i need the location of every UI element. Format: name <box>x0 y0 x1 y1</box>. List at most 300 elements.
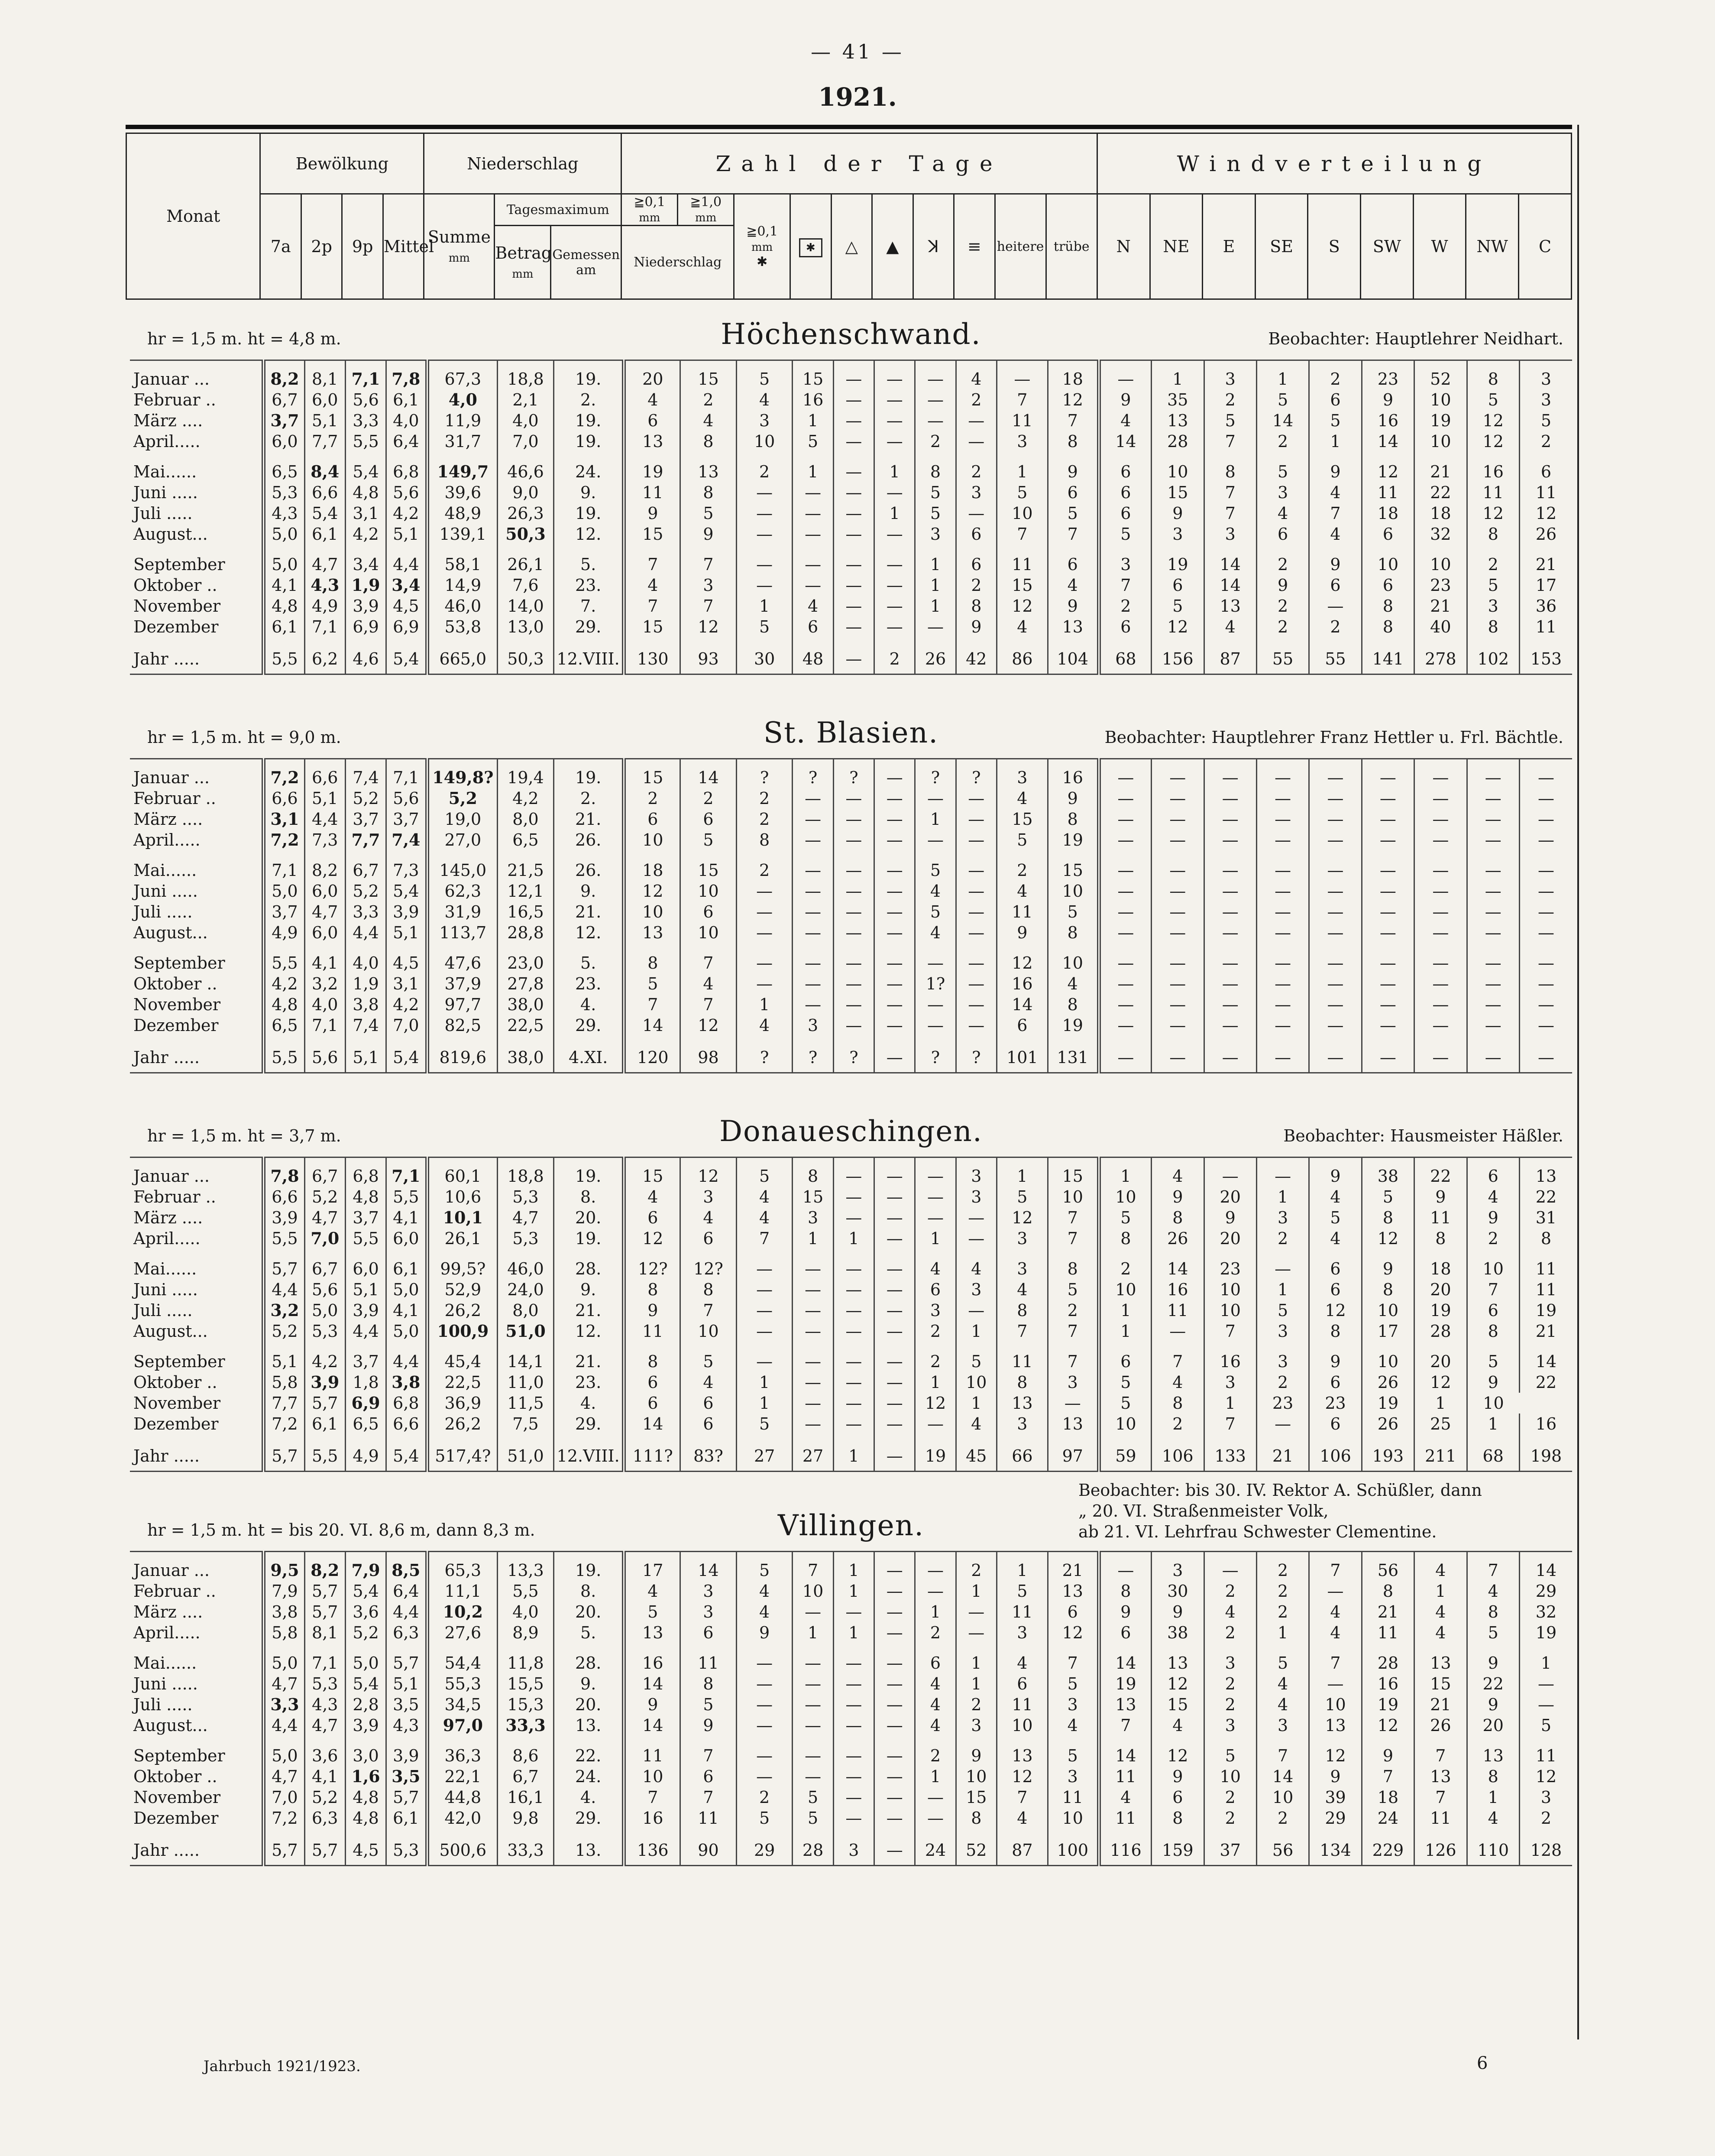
value-cell: 4,4 <box>345 922 386 943</box>
month-cell: August... <box>133 1322 208 1341</box>
value-cell: 4 <box>997 1808 1048 1829</box>
value-cell: 10 <box>680 1321 737 1342</box>
value-cell: 33,3 <box>498 1715 554 1736</box>
value-cell: 4,7 <box>304 901 345 922</box>
value-cell: 2 <box>956 1552 997 1581</box>
value-cell: 21,5 <box>498 850 554 881</box>
page-year: 1921. <box>818 82 897 112</box>
value-cell: ? <box>833 1036 874 1073</box>
value-cell: — <box>874 1393 915 1414</box>
ge01-unit: mm <box>639 211 660 224</box>
table-row <box>130 1808 1572 1829</box>
snow-ge01: ≧0,1 <box>746 224 778 239</box>
value-cell: 5 <box>997 482 1048 503</box>
value-cell: 4 <box>956 360 997 390</box>
value-cell: 56 <box>1256 1829 1309 1866</box>
value-cell: — <box>736 1300 793 1321</box>
value-cell: — <box>874 809 915 830</box>
value-cell: 5,0 <box>386 1279 427 1300</box>
value-cell: — <box>1309 901 1362 922</box>
value-cell: 6,6 <box>264 788 304 809</box>
value-cell: 9 <box>736 1622 793 1643</box>
value-cell: 14 <box>1519 1342 1572 1372</box>
value-cell: 4,0 <box>345 943 386 973</box>
value-cell: 4,7 <box>498 1207 554 1228</box>
value-cell: 11 <box>1414 1207 1467 1228</box>
value-cell: — <box>1256 788 1309 809</box>
value-cell: 38,0 <box>498 994 554 1015</box>
value-cell: 10 <box>1152 452 1204 482</box>
value-cell: — <box>1256 759 1309 788</box>
value-cell: 3,7 <box>386 809 427 830</box>
value-cell: 1 <box>736 994 793 1015</box>
value-cell: 52 <box>1414 360 1467 390</box>
value-cell: 8 <box>1152 1808 1204 1829</box>
value-cell: 11 <box>1099 1766 1151 1787</box>
value-cell: 8 <box>1467 524 1519 545</box>
value-cell: 10 <box>624 830 680 850</box>
value-cell: 6 <box>956 524 997 545</box>
value-cell: — <box>1414 901 1467 922</box>
value-cell: 5,6 <box>304 1279 345 1300</box>
value-cell: 4,8 <box>264 994 304 1015</box>
value-cell: 11 <box>1519 482 1572 503</box>
value-cell: 7,2 <box>264 1808 304 1829</box>
value-cell: 14 <box>997 994 1048 1015</box>
value-cell: — <box>915 1157 956 1187</box>
value-cell: 9 <box>624 503 680 524</box>
value-cell: 5,8 <box>264 1622 304 1643</box>
value-cell: ? <box>793 759 833 788</box>
value-cell: 26. <box>553 830 624 850</box>
month-cell: März .... <box>133 1208 203 1227</box>
value-cell: 517,4? <box>427 1434 498 1472</box>
value-cell: 6 <box>680 1393 737 1414</box>
value-cell: — <box>915 1787 956 1808</box>
value-cell: 4,7 <box>304 1715 345 1736</box>
month-cell: Dezember <box>133 1809 219 1828</box>
value-cell: 5,4 <box>386 637 427 674</box>
value-cell: 8,2 <box>304 1552 345 1581</box>
value-cell: 6 <box>1309 1279 1362 1300</box>
value-cell: 5. <box>553 1622 624 1643</box>
value-cell: — <box>833 1673 874 1694</box>
value-cell: 21. <box>553 809 624 830</box>
value-cell: 5,6 <box>386 788 427 809</box>
value-cell: 1 <box>915 596 956 616</box>
value-cell: 14,1 <box>498 1342 554 1372</box>
value-cell: 5,1 <box>304 410 345 431</box>
value-cell: 229 <box>1362 1829 1414 1866</box>
value-cell: — <box>874 1414 915 1434</box>
value-cell: 48 <box>793 637 833 674</box>
value-cell: 6 <box>680 1228 737 1249</box>
value-cell: 4,1 <box>264 575 304 596</box>
value-cell: 58,1 <box>427 545 498 575</box>
value-cell: 4,1 <box>386 1207 427 1228</box>
value-cell: 3,4 <box>345 545 386 575</box>
value-cell: 1 <box>956 1321 997 1342</box>
value-cell: 2 <box>1309 360 1362 390</box>
value-cell: 7 <box>1048 1207 1099 1228</box>
value-cell: 1 <box>997 452 1048 482</box>
value-cell: 26 <box>1152 1228 1204 1249</box>
value-cell: 1 <box>915 575 956 596</box>
wind-n: N <box>1097 194 1150 299</box>
value-cell: — <box>1099 922 1151 943</box>
value-cell: 16 <box>1048 759 1099 788</box>
value-cell: 11 <box>1414 1808 1467 1829</box>
value-cell: 2 <box>736 809 793 830</box>
value-cell: 5 <box>1048 1279 1099 1300</box>
value-cell: 5,7 <box>304 1602 345 1622</box>
value-cell: 10 <box>1204 1279 1256 1300</box>
table-row <box>130 1694 1572 1715</box>
value-cell: 5,4 <box>345 1581 386 1602</box>
value-cell: 3,7 <box>345 1342 386 1372</box>
value-cell: 19 <box>1519 1622 1572 1643</box>
value-cell: — <box>915 830 956 850</box>
value-cell: — <box>1099 1036 1151 1073</box>
month-cell: Juli ..... <box>133 1695 193 1714</box>
value-cell: 2 <box>1152 1414 1204 1434</box>
value-cell: 15 <box>624 616 680 637</box>
value-cell: — <box>1256 1015 1309 1036</box>
value-cell: 1,6 <box>345 1766 386 1787</box>
value-cell: 23 <box>1414 575 1467 596</box>
value-cell: 10,1 <box>427 1207 498 1228</box>
value-cell: 12. <box>553 524 624 545</box>
value-cell: — <box>956 973 997 994</box>
value-cell: — <box>874 788 915 809</box>
value-cell: 8 <box>680 431 737 452</box>
value-cell: 5,5 <box>264 1228 304 1249</box>
graupel-icon: △ <box>831 194 872 299</box>
value-cell: 28,8 <box>498 922 554 943</box>
value-cell: — <box>1204 788 1256 809</box>
value-cell: 8,5 <box>386 1552 427 1581</box>
value-cell: 4 <box>624 1187 680 1207</box>
value-cell: 12 <box>1362 452 1414 482</box>
value-cell: 6 <box>624 1372 680 1393</box>
value-cell: — <box>997 360 1048 390</box>
value-cell: 19 <box>1362 1694 1414 1715</box>
table-row <box>130 1552 1572 1581</box>
value-cell: 2 <box>1256 1808 1309 1829</box>
value-cell: 33,3 <box>498 1829 554 1866</box>
value-cell: 19,0 <box>427 809 498 830</box>
value-cell: 2 <box>997 850 1048 881</box>
betrag-header <box>495 226 551 299</box>
value-cell: 13 <box>1414 1643 1467 1673</box>
value-cell: 12? <box>624 1249 680 1279</box>
value-cell: 4,3 <box>304 1694 345 1715</box>
value-cell: 12,1 <box>498 881 554 901</box>
value-cell: 4,2 <box>386 994 427 1015</box>
value-cell: 8 <box>624 1342 680 1372</box>
value-cell: 23. <box>553 575 624 596</box>
value-cell: 10 <box>1204 1766 1256 1787</box>
value-cell: — <box>793 1414 833 1434</box>
betrag-unit: mm <box>512 267 534 281</box>
value-cell: 59 <box>1099 1434 1151 1472</box>
value-cell: 1 <box>1256 360 1309 390</box>
value-cell: — <box>874 1787 915 1808</box>
value-cell: 5,5 <box>264 1036 304 1073</box>
value-cell: 3 <box>997 759 1048 788</box>
value-cell: 6 <box>1099 452 1151 482</box>
value-cell: ? <box>736 759 793 788</box>
value-cell: 4,9 <box>345 1434 386 1472</box>
value-cell: 4 <box>1204 616 1256 637</box>
value-cell: 4. <box>553 994 624 1015</box>
value-cell: 3 <box>1204 360 1256 390</box>
value-cell: 67,3 <box>427 360 498 390</box>
value-cell: 26,1 <box>498 545 554 575</box>
value-cell: — <box>1099 973 1151 994</box>
value-cell: 3,3 <box>345 410 386 431</box>
value-cell: 4 <box>1048 1715 1099 1736</box>
value-cell: 2 <box>1099 1249 1151 1279</box>
value-cell: — <box>833 830 874 850</box>
station-heights: hr = 1,5 m. ht = 4,8 m. <box>147 329 341 348</box>
value-cell: 1 <box>793 1228 833 1249</box>
value-cell: — <box>874 616 915 637</box>
value-cell: 6,1 <box>264 616 304 637</box>
value-cell: — <box>793 1300 833 1321</box>
value-cell: 9 <box>680 1715 737 1736</box>
value-cell: — <box>833 994 874 1015</box>
value-cell: 15 <box>1414 1673 1467 1694</box>
value-cell: 9 <box>624 1300 680 1321</box>
value-cell: 20 <box>1467 1715 1519 1736</box>
value-cell: — <box>1099 943 1151 973</box>
month-cell: November <box>133 597 221 616</box>
value-cell: — <box>833 431 874 452</box>
value-cell: 128 <box>1519 1829 1572 1866</box>
value-cell: 9 <box>1467 1694 1519 1715</box>
value-cell: 9 <box>1309 545 1362 575</box>
month-cell: November <box>133 995 221 1014</box>
value-cell: — <box>793 1673 833 1694</box>
value-cell: — <box>1099 830 1151 850</box>
value-cell: — <box>833 1766 874 1787</box>
value-cell: — <box>874 1552 915 1581</box>
value-cell: 66 <box>997 1434 1048 1472</box>
value-cell: 4 <box>680 1372 737 1393</box>
value-cell: 1 <box>915 1372 956 1393</box>
value-cell: 10 <box>1467 1249 1519 1279</box>
value-cell: 12 <box>1362 1715 1414 1736</box>
value-cell: 5 <box>680 830 737 850</box>
value-cell: 10 <box>624 1766 680 1787</box>
value-cell: 3 <box>915 1300 956 1321</box>
value-cell: 13 <box>680 452 737 482</box>
value-cell: — <box>874 1372 915 1393</box>
value-cell: — <box>874 410 915 431</box>
month-cell: Januar ... <box>133 1167 210 1186</box>
value-cell: 6 <box>1099 616 1151 637</box>
monat-header: Monat <box>126 133 260 299</box>
value-cell: 46,0 <box>427 596 498 616</box>
value-cell: 20 <box>1414 1342 1467 1372</box>
value-cell: 36,3 <box>427 1736 498 1766</box>
value-cell: 5,6 <box>304 1036 345 1073</box>
value-cell: 53,8 <box>427 616 498 637</box>
value-cell: 3,7 <box>345 809 386 830</box>
value-cell: 3,9 <box>345 1715 386 1736</box>
value-cell: 13 <box>1152 1643 1204 1673</box>
value-cell: 7 <box>1204 503 1256 524</box>
value-cell: — <box>1309 1015 1362 1036</box>
value-cell: 8 <box>1048 1249 1099 1279</box>
value-cell: — <box>793 1694 833 1715</box>
value-cell: 8 <box>997 1300 1048 1321</box>
value-cell: — <box>736 575 793 596</box>
betrag-label: Betrag <box>495 243 552 263</box>
value-cell: 7 <box>680 596 737 616</box>
value-cell: 13,0 <box>498 616 554 637</box>
value-cell: 22,1 <box>427 1766 498 1787</box>
value-cell: 4,2 <box>498 788 554 809</box>
value-cell: — <box>1414 881 1467 901</box>
value-cell: 27,0 <box>427 830 498 850</box>
niederschlag-header: Niederschlag <box>424 133 621 194</box>
month-cell: August... <box>133 923 208 942</box>
month-cell: Dezember <box>133 617 219 636</box>
value-cell: 15 <box>624 1157 680 1187</box>
value-cell: 32 <box>1519 1602 1572 1622</box>
value-cell: 4 <box>624 1581 680 1602</box>
value-cell: 7 <box>736 1228 793 1249</box>
value-cell: 3,9 <box>386 1736 427 1766</box>
value-cell: 38,0 <box>498 1036 554 1073</box>
value-cell: 13 <box>1048 1581 1099 1602</box>
value-cell: 6 <box>1099 1622 1151 1643</box>
value-cell: — <box>1204 759 1256 788</box>
value-cell: 2 <box>1256 1581 1309 1602</box>
value-cell: 2 <box>1467 545 1519 575</box>
value-cell: — <box>1256 1036 1309 1073</box>
value-cell: 7,4 <box>345 1015 386 1036</box>
value-cell: 5 <box>1256 1300 1309 1321</box>
value-cell: — <box>1362 881 1414 901</box>
value-cell: — <box>1152 1015 1204 1036</box>
value-cell: — <box>736 1736 793 1766</box>
month-cell: September <box>133 555 225 574</box>
month-cell: Februar .. <box>133 789 216 808</box>
month-cell: Februar .. <box>133 390 216 409</box>
value-cell: 22 <box>1414 1157 1467 1187</box>
value-cell: 4 <box>1309 1602 1362 1622</box>
value-cell: 12 <box>997 1766 1048 1787</box>
value-cell: 2 <box>956 452 997 482</box>
value-cell: 15 <box>997 575 1048 596</box>
value-cell: 11,9 <box>427 410 498 431</box>
value-cell: 1 <box>833 1581 874 1602</box>
value-cell: — <box>956 901 997 922</box>
value-cell: 5 <box>1099 524 1151 545</box>
value-cell: 5 <box>736 1157 793 1187</box>
value-cell: 2 <box>736 788 793 809</box>
value-cell: 139,1 <box>427 524 498 545</box>
value-cell: 5 <box>1309 1207 1362 1228</box>
value-cell: 3,8 <box>386 1372 427 1393</box>
table-row <box>130 850 1572 881</box>
value-cell: — <box>874 1622 915 1643</box>
value-cell: 8 <box>1048 922 1099 943</box>
value-cell: 6 <box>1099 503 1151 524</box>
value-cell: — <box>793 1321 833 1342</box>
value-cell: 3 <box>1048 1694 1099 1715</box>
value-cell: 4 <box>997 881 1048 901</box>
value-cell: 9. <box>553 1279 624 1300</box>
station-name: Villingen. <box>777 1509 925 1542</box>
value-cell: 3 <box>1099 545 1151 575</box>
value-cell: 120 <box>624 1036 680 1073</box>
value-cell: 19. <box>553 360 624 390</box>
value-cell: — <box>874 1673 915 1694</box>
value-cell: — <box>956 1015 997 1036</box>
month-cell: Februar .. <box>133 1582 216 1601</box>
value-cell: 5 <box>1256 1643 1309 1673</box>
value-cell: 6 <box>680 1766 737 1787</box>
value-cell: 12 <box>1309 1736 1362 1766</box>
value-cell: 7 <box>624 545 680 575</box>
value-cell: 5,0 <box>386 1321 427 1342</box>
value-cell: — <box>1204 1036 1256 1073</box>
value-cell: 1 <box>915 545 956 575</box>
value-cell: 4,7 <box>304 545 345 575</box>
value-cell: 12 <box>1048 389 1099 410</box>
value-cell: — <box>1256 922 1309 943</box>
value-cell: 52,9 <box>427 1279 498 1300</box>
value-cell: 1 <box>915 1602 956 1622</box>
value-cell: 19,4 <box>498 759 554 788</box>
value-cell: 7,1 <box>304 616 345 637</box>
value-cell: 4,4 <box>304 809 345 830</box>
value-cell: 31 <box>1519 1207 1572 1228</box>
value-cell: — <box>793 1342 833 1372</box>
value-cell: 19 <box>1152 545 1204 575</box>
value-cell: — <box>956 830 997 850</box>
value-cell: 3 <box>1204 1715 1256 1736</box>
value-cell: 13 <box>624 1622 680 1643</box>
value-cell: 4,0 <box>427 389 498 410</box>
value-cell: 50,3 <box>498 637 554 674</box>
value-cell: — <box>1309 759 1362 788</box>
value-cell: 28. <box>553 1249 624 1279</box>
value-cell: 26,2 <box>427 1300 498 1321</box>
value-cell: 11 <box>680 1808 737 1829</box>
value-cell: 14 <box>1204 545 1256 575</box>
value-cell: — <box>1256 809 1309 830</box>
value-cell: 12 <box>1519 503 1572 524</box>
value-cell: 17 <box>1362 1321 1414 1342</box>
value-cell: 7 <box>1309 1552 1362 1581</box>
value-cell: 42,0 <box>427 1808 498 1829</box>
value-cell: 12 <box>915 1393 956 1414</box>
value-cell: 15,3 <box>498 1694 554 1715</box>
value-cell: 6,5 <box>345 1414 386 1434</box>
value-cell: — <box>915 360 956 390</box>
value-cell: 12 <box>1048 1622 1099 1643</box>
month-cell: November <box>133 1788 221 1807</box>
value-cell: 6 <box>1519 452 1572 482</box>
value-cell: 8 <box>1467 360 1519 390</box>
value-cell: 159 <box>1152 1829 1204 1866</box>
value-cell: 5,7 <box>386 1643 427 1673</box>
